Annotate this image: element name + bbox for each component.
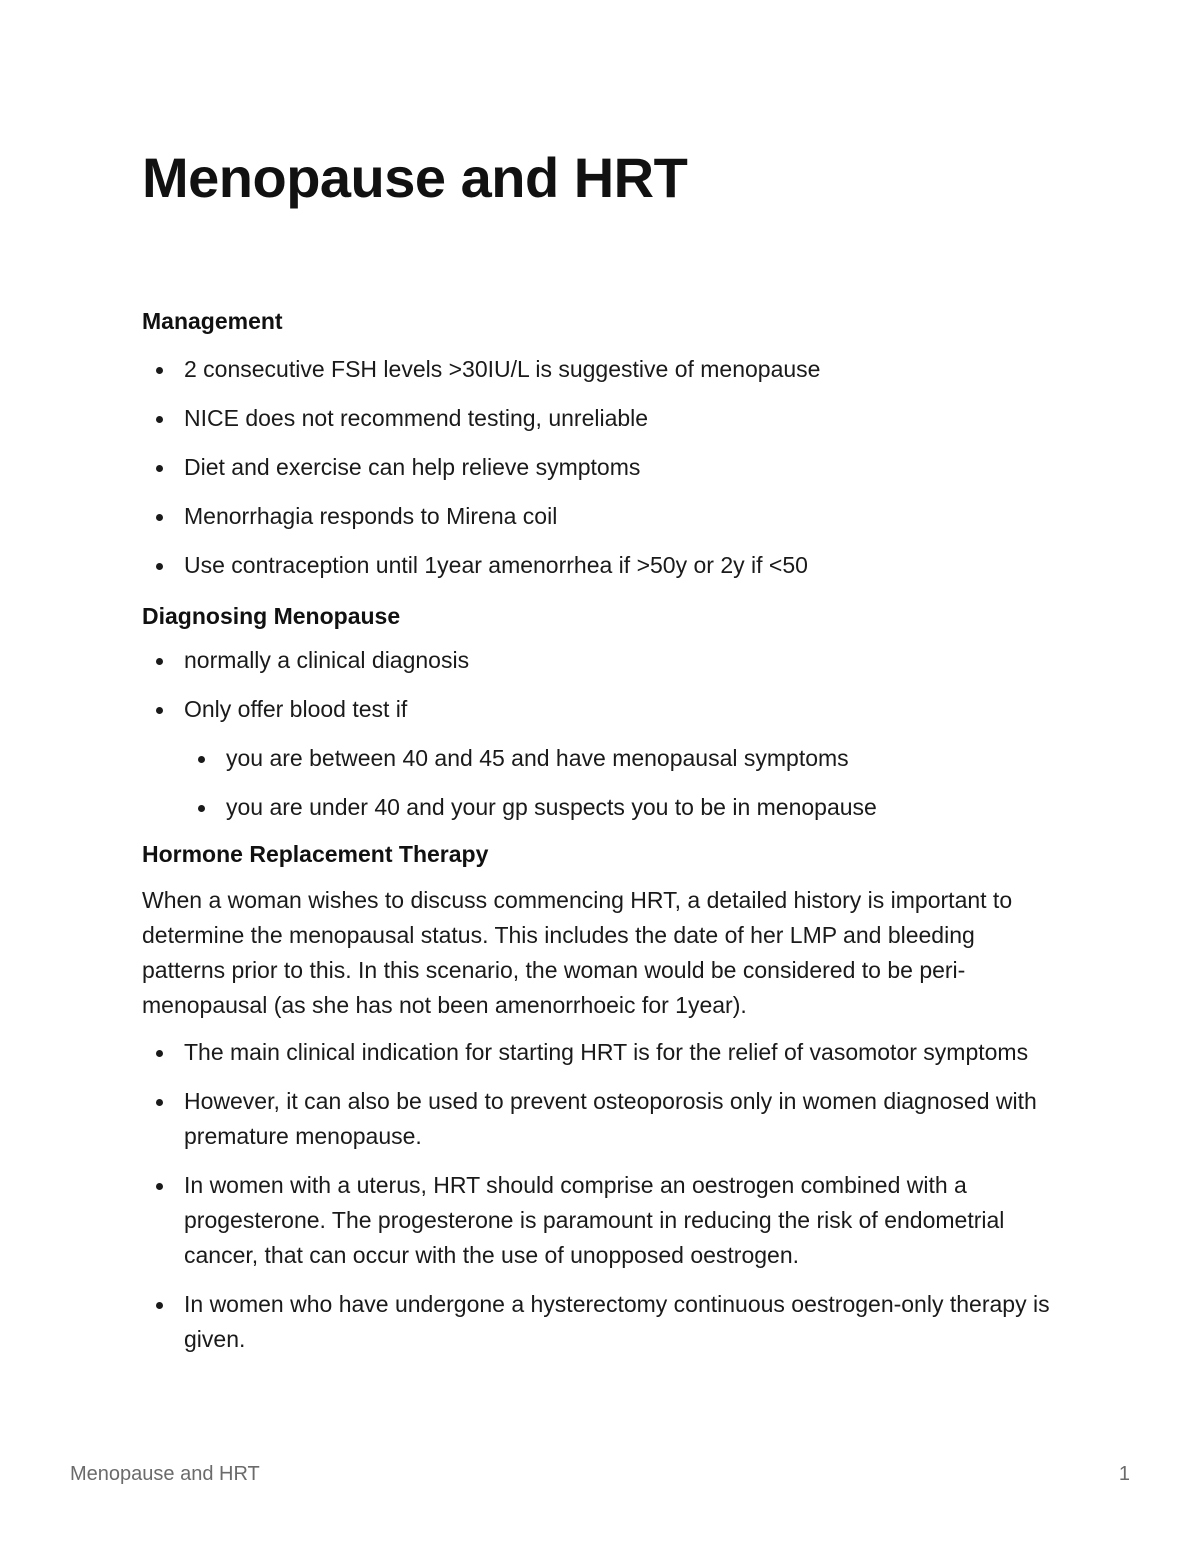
list-item-text: Only offer blood test if [184, 696, 408, 722]
page-title: Menopause and HRT [142, 146, 688, 209]
section-heading-management: Management [142, 308, 283, 334]
hrt-paragraph: When a woman wishes to discuss commencing HRT, a detailed history is important to determine the menopausal status. This includes the date of her LMP and bleeding patterns prior to this. In this scenario, the woman would be considered to be peri-menopausal (as she has not been amenorrhoeic for 1year). [142, 887, 1013, 1018]
list-item: Menorrhagia responds to Mirena coil [142, 499, 1062, 534]
diagnosing-sublist [184, 741, 1062, 825]
list-item: Use contraception until 1year amenorrhea if >50y or 2y if <50 [142, 548, 1062, 583]
list-item: 2 consecutive FSH levels >30IU/L is suggestive of menopause [142, 352, 1062, 387]
list-item [142, 692, 1062, 825]
list-item: In women with a uterus, HRT should comprise an oestrogen combined with a progesterone. The progesterone is paramount in reducing the risk of endometrial cancer, that can occur with the use of unopposed oestrogen. [142, 1168, 1062, 1273]
list-item: In women who have undergone a hysterectomy continuous oestrogen-only therapy is given. [142, 1287, 1062, 1357]
list-item: However, it can also be used to prevent osteoporosis only in women diagnosed with premature menopause. [142, 1084, 1062, 1154]
document-body [142, 140, 1062, 1357]
management-list [142, 352, 1062, 583]
sub-list-item: you are under 40 and your gp suspects you to be in menopause [184, 790, 1062, 825]
sub-list-item: you are between 40 and 45 and have menopausal symptoms [184, 741, 1062, 776]
hrt-list [142, 1035, 1062, 1357]
list-item: Diet and exercise can help relieve symptoms [142, 450, 1062, 485]
list-item: The main clinical indication for starting HRT is for the relief of vasomotor symptoms [142, 1035, 1062, 1070]
footer-page-number: 1 [1118, 1463, 1130, 1485]
list-item: NICE does not recommend testing, unreliable [142, 401, 1062, 436]
section-heading-hrt: Hormone Replacement Therapy [142, 841, 489, 867]
section-heading-diagnosing: Diagnosing Menopause [142, 603, 401, 629]
footer-doc-title: Menopause and HRT [70, 1463, 260, 1485]
diagnosing-list [142, 643, 1062, 825]
list-item: normally a clinical diagnosis [142, 643, 1062, 678]
